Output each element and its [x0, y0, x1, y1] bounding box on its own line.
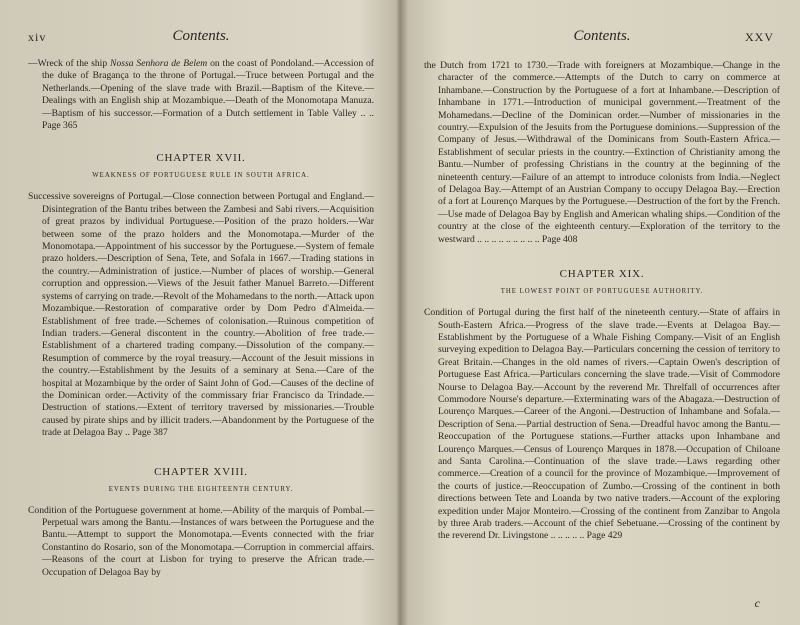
- chapter-19-summary: Condition of Portugal during the first half of the nineteenth century.—State of affairs in South-Eastern Africa.—Progress of the slave trade.—Events at Delagoa Bay.—Establishment by the Portuguese of a Whale Fishing Company.—Visit of an English surveying expedition to Delagoa Bay.—Particulars concerning the cession of territory to Great Britain.—Changes in the old names of rivers.—Captain Owen's description of Portuguese East Africa.—Particulars concerning the slave trade.—Visit of Commodore Nourse to Delagoa Bay.—Account by the reverend Mr. Threlfall of occurrences after Commodore Nourse's departure.—Exterminating wars of the Abagaza.—Destruction of Lourenço Marques.—Career of the Angoni.—Destruction of Inhambane and Sofala.—Description of Sena.—Partial destruction of Sena.—Dreadful havoc among the Bantu.—Reoccupation of the Portuguese stations.—Further attacks upon Inhambane and Lourenço Marques.—Census of Lourenço Marques in 1878.—Occupation of Chiloane and Santa Carolina.—Continuation of the slave trade.—Laws regarding other commerce.—Creation of a council for the province of Mozambique.—Improvement of the courts of justice.—Reoccupation of Zumbo.—Crossing of the continent in both directions between Tete and Loanda by two native traders.—Account of the exploring expedition under Major Monteiro.—Crossing of the continent from Zanzibar to Angola by three Arab traders.—Account of the chief Sebetuane.—Crossing of the continent by the reverend Dr. Livingstone .. .. .. .. .. Page 429: [424, 307, 780, 542]
- right-page: [402, 0, 800, 625]
- left-continuation-text: —Wreck of the ship Nossa Senhora de Belem on the coast of Pondoland.—Accession of the duke of Bragança to the throne of Portugal.—Truce between Portugal and the Netherlands.—Opening of the slave trade with Brazil.—Baptism of the Kiteve.—Dealings with an English ship at Mozambique.—Death of the Monomotapa Manuza.—Baptism of his successor.—Formation of a Dutch settlement in Table Valley .. .. Page 365: [28, 58, 374, 132]
- chapter-19-subtitle: THE LOWEST POINT OF PORTUGUESE AUTHORITY.: [500, 288, 704, 296]
- left-page-header: [28, 28, 374, 54]
- right-page-number: XXV: [745, 30, 774, 44]
- chapter-18-heading: CHAPTER XVIII.: [154, 465, 248, 478]
- chapter-18-subtitle: EVENTS DURING THE EIGHTEENTH CENTURY.: [108, 485, 294, 493]
- chapter-18-summary: Condition of the Portuguese government at home.—Ability of the marquis of Pombal.—Perpetual wars among the Bantu.—Instances of wars between the Portuguese and the Bantu.—Attempt to support the Monomotapa.—Events connected with the friar Constantino do Rosario, son of the Monomotapa.—Corruption in commercial affairs.—Reasons of the court at Lisbon for trying to preserve the African trade.—Occupation of Delagoa Bay by: [28, 504, 374, 578]
- chapter-17-heading: CHAPTER XVII.: [156, 152, 246, 165]
- signature-mark: c: [754, 596, 760, 610]
- chapter-17-page-ref: .. Page 387: [125, 427, 168, 439]
- chapter-19-page-ref: .. .. .. .. .. Page 429: [550, 530, 623, 542]
- right-running-head: Contents.: [573, 28, 631, 44]
- ship-name: Nossa Senhora de Belem: [110, 58, 208, 69]
- left-running-head: Contents.: [172, 28, 230, 44]
- left-page: [0, 0, 398, 625]
- left-continuation-page-ref: .. .. Page 365: [42, 107, 374, 132]
- chapter-17-subtitle: WEAKNESS OF PORTUGUESE RULE IN SOUTH AFRICA.: [92, 172, 310, 180]
- chapter-17-summary: Successive sovereigns of Portugal.—Close connection between Portugal and England.—Disintegration of the Bantu tribes between the Zambesi and Sabi rivers.—Acquisition of great prazos by individual Portuguese.—Position of the prazo holders.—War between some of the prazo holders and the Monomotapa.—Murder of the Monomotapa.—Appointment of his successor by the Portuguese.—System of female prazo holders.—Description of Sena, Tete, and Sofala in 1667.—Trading stations in the country.—Administration of justice.—Number of places of worship.—General corruption and oppression.—Views of the Jesuit father Manuel Barreto.—Different systems of carrying on trade.—Revolt of the Mohamedans to the north.—Attack upon Mozambique.—Restoration of comparative order by Dom Pedro d'Almeida.—Establishment of free trade.—Schemes of colonisation.—Ruinous competition of Indian traders.—General discontent in the country.—Abolition of free trade.—Establishment of a chartered trading company.—Dissolution of the company.—Resumption of commerce by the royal treasury.—Account of the Jesuit missions in the country.—Establishment by the Jesuits of a seminary at Sena.—Care of the hospital at Mozambique by the order of Saint John of God.—Causes of the decline of the Dominican order.—Activity of the commissary friar Francisco da Trindade.—Destruction of stations.—Extent of territory traversed by missionaries.—Trouble caused by pirate ships and by illicit traders.—Abandonment by the Portuguese of the trade at Delagoa Bay .. Page 387: [28, 191, 374, 439]
- right-page-header: [424, 28, 780, 54]
- left-page-number: xiv: [28, 30, 47, 44]
- chapter-19-heading: CHAPTER XIX.: [559, 268, 645, 281]
- right-continuation-page-ref: .. .. .. .. .. .. .. .. .. Page 408: [477, 233, 578, 245]
- right-continuation-text: the Dutch from 1721 to 1730.—Trade with foreigners at Mozambique.—Change in the character of the commerce.—Attempts of the Dutch to carry on commerce at Inhambane.—Construction by the Portuguese of a fort at Inhambane.—Description of Inhambane in 1771.—Introduction of municipal government.—Treatment of the Mohamedans.—Decline of the Dominican order.—Number of missionaries in the country.—Expulsion of the Jesuits from the Portuguese dominions.—Suppression of the Company of Jesus.—Withdrawal of the Dominicans from South-Eastern Africa.—Establishment of secular priests in the country.—Extinction of Christianity among the Bantu.—Number of professing Christians in the country at the beginning of the nineteenth century.—Failure of an attempt to introduce colonists from India.—Neglect of Delagoa Bay.—Attempt of an Austrian Company to occupy Delagoa Bay.—Erection of a fort at Lourenço Marques by the Portuguese.—Destruction of the fort by the French.—Use made of Delagoa Bay by English and American whaling ships.—Condition of the country at the close of the eighteenth century.—Exploration of the territory to the westward .. .. .. .. .. .. .. .. .. Page 408: [424, 60, 780, 245]
